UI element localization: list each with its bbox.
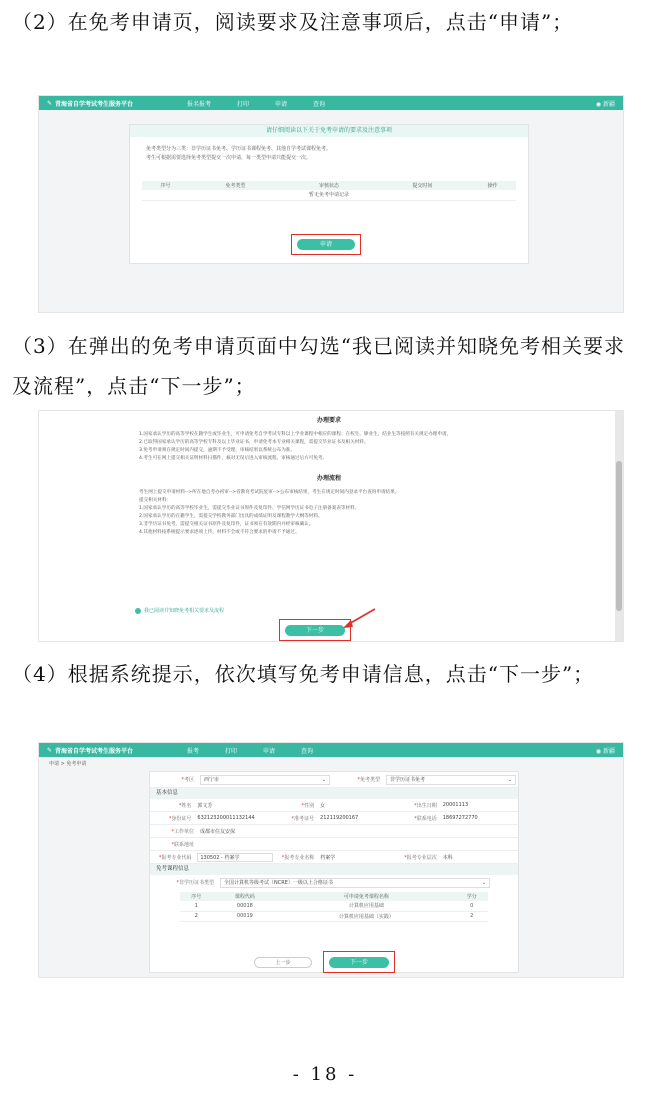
agree-checkbox-row[interactable]: [135, 607, 224, 614]
chevron-down-icon: ⌄: [507, 776, 512, 783]
field-label: 身份证号: [171, 815, 192, 822]
table-header: 可申请免考课程名称: [277, 892, 455, 901]
next-step-button[interactable]: 下一步: [285, 625, 345, 636]
application-table: [142, 181, 516, 201]
field-label: 出生日期: [416, 802, 437, 809]
field-label: 准考证号: [294, 815, 315, 822]
field-label: 联系地址: [173, 841, 194, 848]
process-line: 2.国家承认学历的在籍学生，需提交学校教务部门出具的成绩证明及课程教学大纲等材料。: [139, 514, 323, 519]
screenshot-requirements-dialog: [38, 410, 624, 642]
table-row: 2 00019 计算机应用基础（实践） 2: [180, 911, 488, 921]
screenshot-application-form: [38, 742, 624, 978]
notice-line: 免考类型分为三类：非学历证书免考、学历证书课程免考、其他自学考试课程免考。: [146, 146, 332, 152]
agree-checkbox[interactable]: [135, 608, 141, 614]
table-header: 免考类型: [189, 181, 282, 190]
nav-item-apply[interactable]: 申请: [263, 747, 276, 755]
chevron-down-icon: ⌄: [321, 776, 326, 783]
requirement-line: 4.考生可在网上提交相关证明材料扫描件，核对无误后进入审核流程，审核通过后方可免考。: [139, 456, 328, 461]
work-unit-field[interactable]: 成都市住友安保: [200, 828, 236, 835]
table-header: 序号: [180, 892, 212, 901]
user-menu[interactable]: ◉ 新疆: [595, 747, 615, 755]
site-title: 青海省自学考试考生服务平台: [55, 747, 134, 755]
scrollbar[interactable]: [615, 411, 623, 642]
site-title: 青海省自学考试考生服务平台: [55, 100, 134, 108]
table-header: 序号: [142, 181, 189, 190]
table-header: 操作: [469, 181, 516, 190]
section-title: 免考课程信息: [150, 864, 518, 875]
field-label: 报考专业代码: [161, 854, 192, 861]
section-title: 基本信息: [150, 788, 518, 799]
table-header: 提交时间: [376, 181, 469, 190]
table-empty-text: 暂无免考申请记录: [142, 190, 516, 200]
major-name-field: 档案学: [320, 854, 336, 861]
notice-title: 请仔细阅读以下关于免考申请的要求及注意事项: [130, 125, 528, 137]
scrollbar-thumb[interactable]: [616, 461, 622, 611]
requirements-title: 办理要求: [316, 417, 341, 424]
breadcrumb: 申请 > 免考申请: [49, 761, 87, 767]
birthdate-field[interactable]: 20001113: [442, 802, 469, 808]
apply-button[interactable]: 申请: [297, 239, 355, 250]
nav-item-register[interactable]: 报考: [187, 747, 200, 755]
exam-number-field[interactable]: 212119200167: [320, 815, 359, 821]
logo-icon: ✎: [47, 99, 53, 107]
field-label: 报考专业层次: [406, 854, 437, 861]
table-header: 学分: [456, 892, 488, 901]
nav-item-print[interactable]: 打印: [225, 747, 238, 755]
table-header: 课程代码: [212, 892, 277, 901]
level-field: 本科: [442, 854, 453, 861]
certificate-type-select[interactable]: 全国计算机等级考试（NCRE）一级以上合格证书 ⌄: [220, 878, 490, 888]
user-menu[interactable]: ◉ 新疆: [595, 100, 615, 108]
user-icon: ◉: [595, 100, 603, 108]
instruction-step-3: （3）在弹出的免考申请页面中勾选“我已阅读并知晓免考相关要求及流程”，点击“下一步”；: [12, 334, 625, 398]
nav-item-query[interactable]: 查询: [313, 100, 326, 108]
process-line: 1.国家承认学历的高等学校毕业生，需提交毕业证书原件及复印件、学信网学历证书电子注册备案表等材料。: [139, 506, 360, 511]
field-label: 报考专业名称: [284, 854, 315, 861]
phone-field[interactable]: 18697272770: [442, 815, 478, 821]
process-line: 3.非学历证书免考，需提交相关证书原件及复印件，证书须在有效期内并经审核确认。: [139, 522, 314, 527]
requirement-line: 2.已取得国家承认学历的高等学校专科及以上毕业证书，申请免考本专业相关课程，需提交毕业证书及相关材料。: [139, 440, 369, 445]
arrow-icon: [339, 607, 379, 631]
logo-icon: ✎: [47, 746, 53, 754]
process-line: 提交相关材料：: [139, 498, 172, 503]
requirement-line: 1.国家承认学历的高等学校在籍学生或毕业生，可申请免考自学考试专科以上学业课程中相应的课程；在校生、肄业生、结业生等按照有关规定办理申请。: [139, 432, 452, 437]
table-header: 审核状态: [282, 181, 375, 190]
id-number-field[interactable]: 632123200011132144: [197, 815, 255, 821]
top-nav-bar: [39, 96, 623, 110]
gender-field[interactable]: 女: [320, 802, 326, 809]
top-nav-bar: [39, 743, 623, 757]
user-icon: ◉: [595, 747, 603, 755]
field-label: 性别: [304, 802, 315, 809]
instruction-step-4: （4）根据系统提示，依次填写免考申请信息，点击“下一步”；: [12, 662, 595, 686]
nav-item-print[interactable]: 打印: [237, 100, 250, 108]
field-label: 联系电话: [416, 815, 437, 822]
nav-item-register[interactable]: 报名报考: [187, 100, 212, 108]
major-code-select[interactable]: 130502 - 档案学: [197, 853, 272, 862]
instruction-step-2: （2）在免考申请页，阅读要求及注意事项后，点击“申请”；: [12, 10, 574, 34]
table-row: 1 00018 计算机应用基础 0: [180, 901, 488, 911]
agree-checkbox-label: 我已阅读并知晓免考相关要求及流程: [144, 608, 225, 614]
field-label: 非学历证书类型: [178, 880, 214, 886]
prev-step-button[interactable]: 上一步: [254, 957, 312, 968]
field-label: 姓名: [181, 802, 192, 809]
nav-item-query[interactable]: 查询: [301, 747, 314, 755]
chevron-down-icon: ⌄: [481, 879, 486, 886]
process-line: 4.其他材料按系统提示要求逐项上传，材料不全或不符合要求的申请不予通过。: [139, 530, 300, 535]
notice-line: 考生可根据需要选择免考类型提交一次申请，每一类型申请只能提交一次。: [146, 155, 312, 161]
nav-item-apply[interactable]: 申请: [275, 100, 288, 108]
next-step-button[interactable]: 下一步: [329, 957, 389, 968]
process-line: 考生网上提交申请材料-->所在地自考办初审-->省教育考试院复审-->公布审核结果，考生在规定时间内登录平台查询申请结果。: [139, 490, 400, 495]
region-label: 考区: [183, 777, 194, 783]
exempt-type-label: 免考类型: [359, 777, 380, 783]
screenshot-apply-page: [38, 95, 624, 313]
region-select[interactable]: 西宁市 ⌄: [200, 775, 330, 785]
form-card: *考区 西宁市 ⌄ *免考类型 非学历证书免考 ⌄ 基本信息 *姓名 郭文芳 *性别 女 *出生日期 20001113 *身份证号 632123200011132144 *准考证号 212119200167 *联系电话 18697272770 *工作单位 成都市住友安保 *联系地址 *报考专业代码 130502 - 档案学 *报考专业名称 档案学 *报考专业层次 本科 免考课程信息 *非学历证书类型 全国计算机等级考试（NCRE）一级以上合格证书 ⌄ 序号 课程代码 可申请免考课程名称 学分 1 00018 计算机应用基础 0 2 00019 计算机应用基础（实践） 2: [149, 771, 519, 973]
field-label: 工作单位: [173, 828, 194, 835]
process-title: 办理流程: [316, 475, 341, 482]
page-number: - 18 -: [292, 1064, 358, 1085]
name-field[interactable]: 郭文芳: [197, 802, 213, 809]
course-table: [180, 892, 488, 922]
requirement-line: 3.免考申请须在规定时间内提交，逾期不予受理，审核结果以系统公布为准。: [139, 448, 295, 453]
exempt-type-select[interactable]: 非学历证书免考 ⌄: [386, 775, 516, 785]
